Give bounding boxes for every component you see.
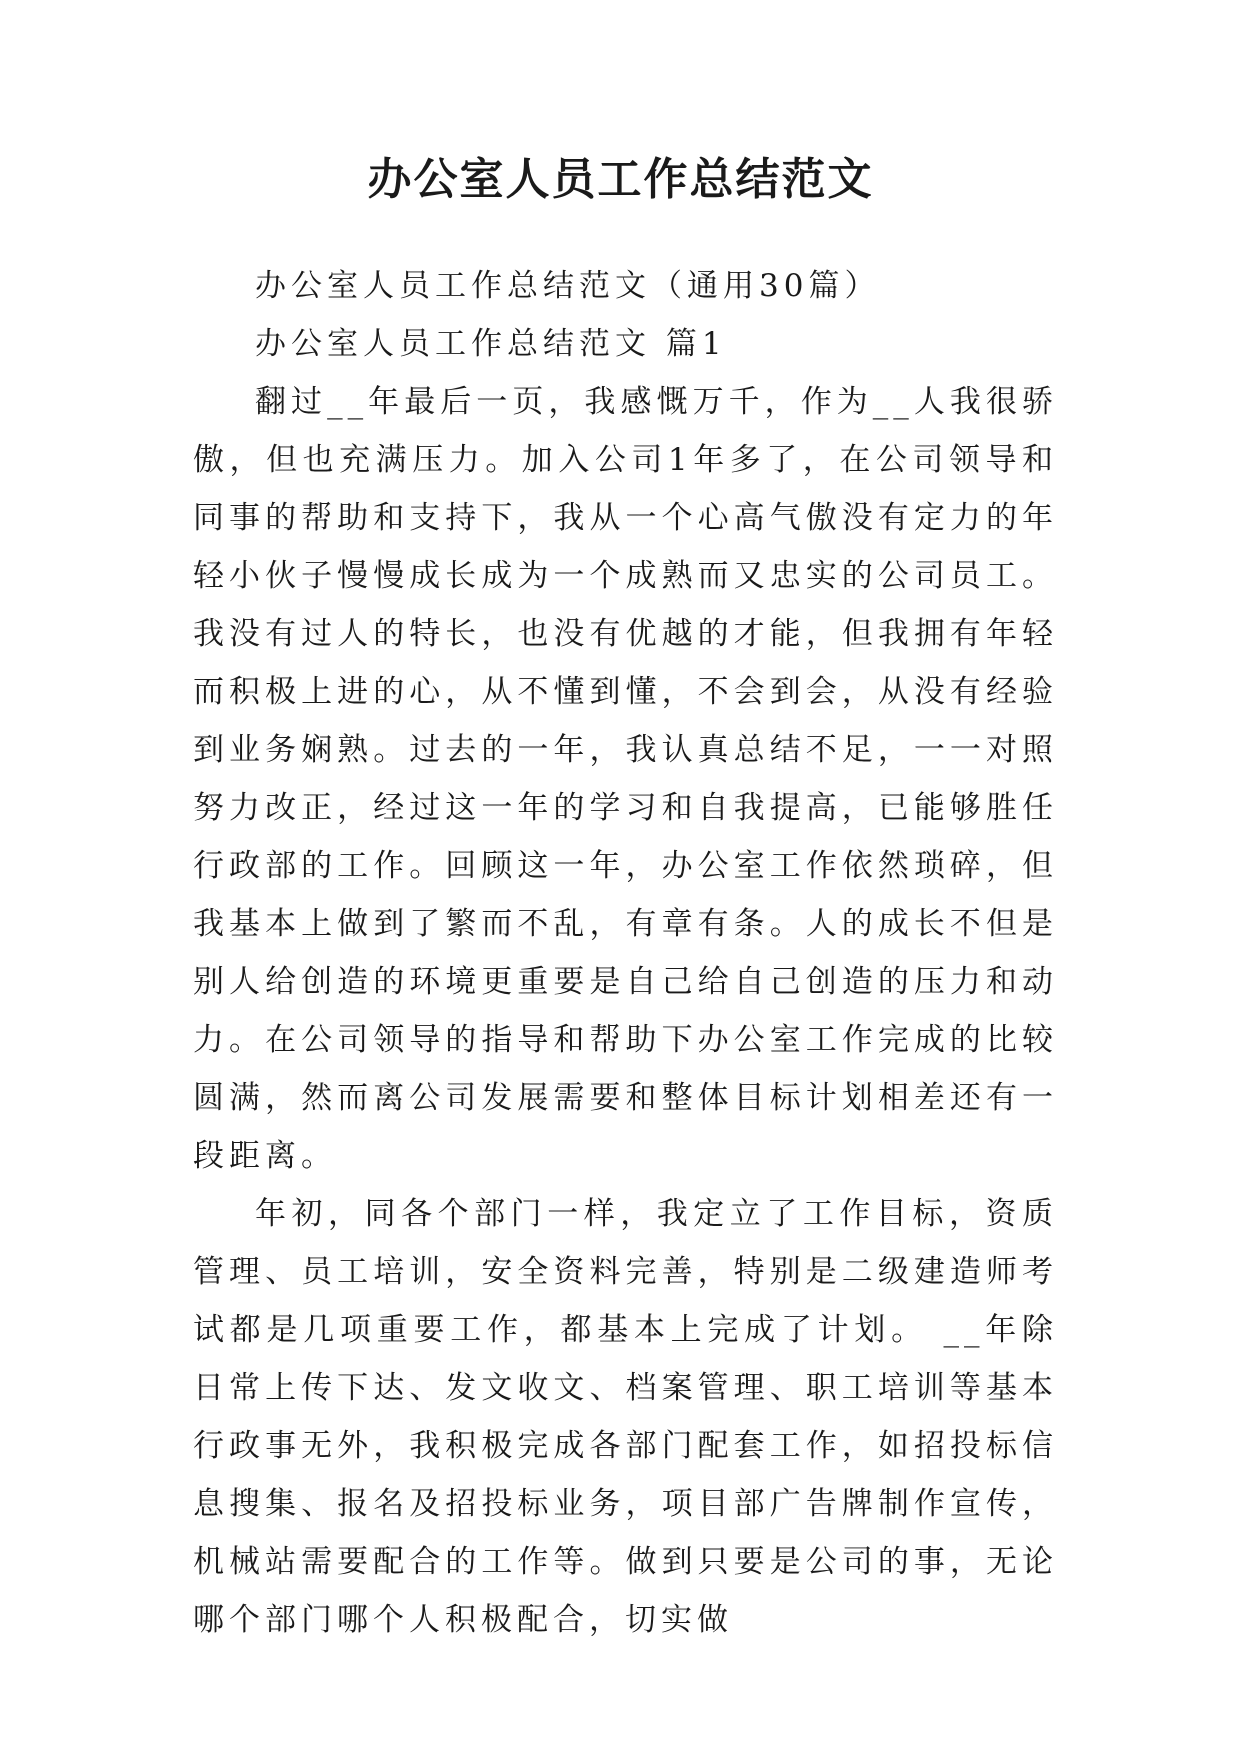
document-subtitle: 办公室人员工作总结范文（通用30篇） xyxy=(255,268,881,304)
body-paragraph-2: 年初，同各个部门一样，我定立了工作目标，资质管理、员工培训，安全资料完善，特别是二级建造师考试都是几项重要工作，都基本上完成了计划。 __年除日常上传下达、发文收文、档案管理、职工培训等基本行政事无外，我积极完成各部门配套工作，如招投标信息搜集、报名及招投标业务，项目部广告牌制作宣传，机械站需要配合的工作等。做到只要是公司的事，无论哪个部门哪个人积极配合，切实做 xyxy=(193,1196,1058,1638)
document-body xyxy=(193,257,1058,1649)
section-heading: 办公室人员工作总结范文 篇1 xyxy=(255,326,727,362)
document-title: 办公室人员工作总结范文 xyxy=(367,154,874,205)
body-paragraph-1: 翻过__年最后一页，我感慨万千，作为__人我很骄傲，但也充满压力。加入公司1年多了，在公司领导和同事的帮助和支持下，我从一个心高气傲没有定力的年轻小伙子慢慢成长成为一个成熟而又忠实的公司员工。我没有过人的特长，也没有优越的才能，但我拥有年轻而积极上进的心，从不懂到懂，不会到会，从没有经验到业务娴熟。过去的一年，我认真总结不足，一一对照努力改正，经过这一年的学习和自我提高，已能够胜任行政部的工作。回顾这一年，办公室工作依然琐碎，但我基本上做到了繁而不乱，有章有条。人的成长不但是别人给创造的环境更重要是自己给自己创造的压力和动力。在公司领导的指导和帮助下办公室工作完成的比较圆满，然而离公司发展需要和整体目标计划相差还有一段距离。 xyxy=(193,384,1058,1174)
